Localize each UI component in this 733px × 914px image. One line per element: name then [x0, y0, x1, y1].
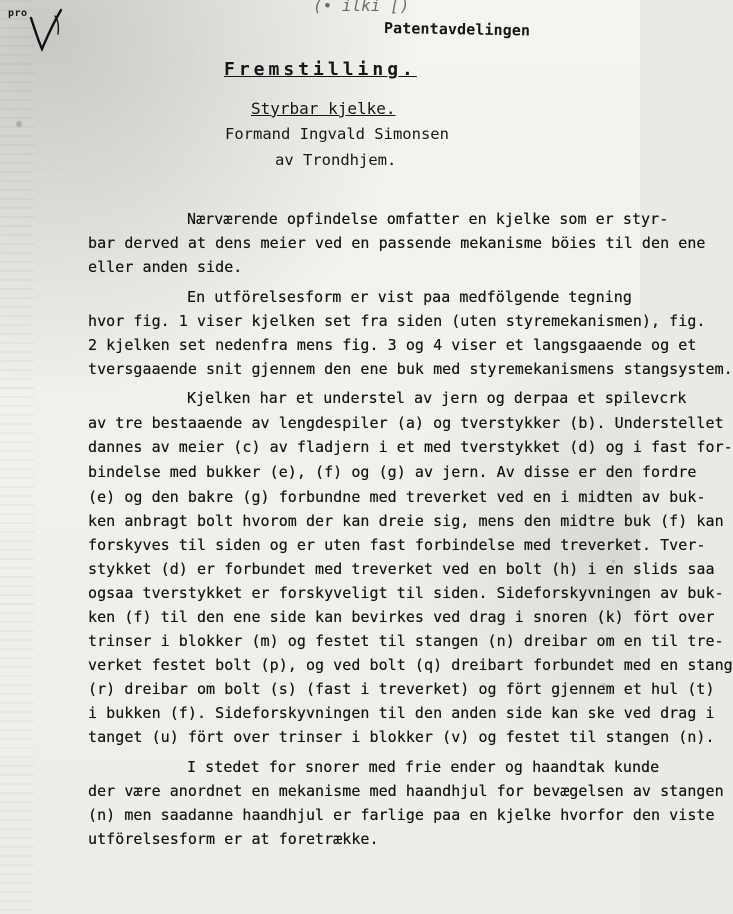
header-ghost-text: (• ilki [) — [313, 0, 410, 15]
body-line: En utförelsesform er vist paa medfölgende tegning — [187, 288, 632, 306]
document-title: Fremstilling. — [224, 59, 417, 80]
body-line: forskyves til siden og er uten fast forbindelse med treverket. Tver- — [88, 536, 706, 554]
body-line: utförelsesform er at foretrække. — [88, 830, 379, 848]
body-line: tanget (u) fört over trinser i blokker (v) og festet til stangen (n). — [88, 728, 715, 746]
body-line: ken anbragt bolt hvorom der kan dreie sig, mens den midtre buk (f) kan — [88, 512, 724, 530]
applicant-name: Formand Ingvald Simonsen — [225, 125, 449, 143]
body-line: 2 kjelken set nedenfra mens fig. 3 og 4 viser et langsgaaende og et — [88, 336, 697, 354]
body-line: (e) og den bakre (g) forbundne med treverket ved en i midten av buk- — [88, 488, 706, 506]
ink-spot — [16, 121, 22, 127]
document-subject: Styrbar kjelke. — [251, 99, 396, 118]
body-line: ogsaa tverstykket er forskyveligt til siden. Sideforskyvningen av buk- — [88, 584, 724, 602]
body-line: der være anordnet en mekanisme med haandhjul for bevægelsen av stangen — [88, 782, 724, 800]
body-line: verket festet bolt (p), og ved bolt (q) dreibart forbundet med en stang — [88, 656, 733, 674]
corner-mark: pro — [8, 8, 28, 19]
body-line: Nærværende opfindelse omfatter en kjelke som er styr- — [187, 210, 669, 228]
body-line: ken (f) til den ene side kan bevirkes ved drag i snoren (k) fört over — [88, 608, 715, 626]
ink-spot — [612, 560, 615, 563]
body-line: (r) dreibar om bolt (s) (fast i treverket) og fört gjennem et hul (t) — [88, 680, 715, 698]
body-line: stykket (d) er forbundet med treverket ved en bolt (h) i en slids saa — [88, 560, 715, 578]
body-line: (n) men saadanne haandhjul er farlige paa en kjelke hvorfor den viste — [88, 806, 715, 824]
body-line: eller anden side. — [88, 258, 243, 276]
body-line: av tre bestaaende av lengdespiler (a) og tverstykker (b). Understellet — [88, 414, 724, 432]
place-of-origin: av Trondhjem. — [275, 151, 397, 169]
body-line: tversgaaende snit gjennem den ene buk med styremekanismens stangsystem. — [88, 360, 733, 378]
body-line: trinser i blokker (m) og festet til stangen (n) dreibar om en til tre- — [88, 632, 724, 650]
body-line: bindelse med bukker (e), (f) og (g) av jern. Av disse er den fordre — [88, 463, 697, 481]
body-line: hvor fig. 1 viser kjelken set fra siden (uten styremekanismen), fig. — [88, 312, 706, 330]
department-stamp: Patentavdelingen — [383, 19, 531, 40]
body-line: I stedet for snorer med frie ender og haandtak kunde — [187, 758, 660, 776]
scan-edge-shadow — [0, 0, 34, 914]
check-icon — [25, 6, 73, 66]
body-line: i bukken (f). Sideforskyvningen til den anden side kan ske ved drag i — [88, 704, 715, 722]
body-line: Kjelken har et understel av jern og derpaa et spilevcrk — [187, 389, 687, 407]
ink-spot — [602, 683, 606, 687]
body-line: bar derved at dens meier ved en passende mekanisme böies til den ene — [88, 234, 706, 252]
body-line: dannes av meier (c) av fladjern i et med tverstykket (d) og i fast for- — [88, 438, 733, 456]
